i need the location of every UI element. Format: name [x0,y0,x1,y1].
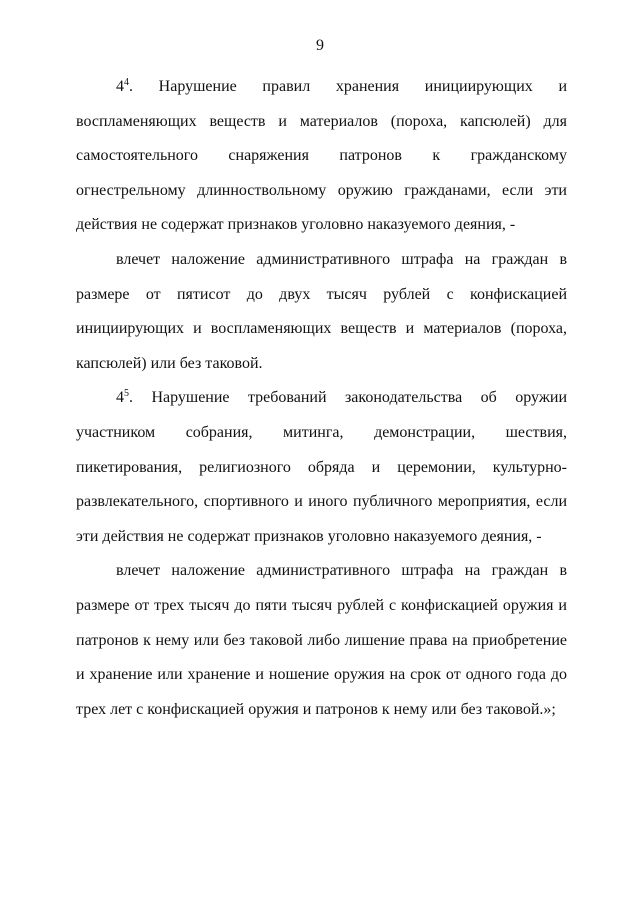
article-text: . Нарушение правил хранения инициирующих и воспламеняющих веществ и материалов (пороха, капсюлей) для самостоятельного снаряжения патронов к гражданскому огнестрельному длинноствольному оружию гражданами, если эти действия не содержат признаков уголовно наказуемого деяния, - [76,78,567,234]
document-body [76,70,567,727]
page-number: 9 [316,37,324,54]
penalty-text: влечет наложение административного штрафа на граждан в размере от пятисот до двух тысяч рублей с конфискацией инициирующих и воспламеняющих веществ и материалов (пороха, капсюлей) или без таковой. [76,250,567,372]
penalty-4-5-paragraph [76,554,567,727]
article-superscript: 4 [124,77,129,88]
penalty-text: влечет наложение административного штрафа на граждан в размере от трех тысяч до пяти тысяч рублей с конфискацией оружия и патронов к нему или без таковой либо лишение права на приобретение и хранение или хранение и ношение оружия на срок от одного года до трех лет с конфискацией оружия и патронов к нему или без таковой.»; [76,562,567,718]
penalty-4-4-paragraph [76,243,567,381]
article-4-4-paragraph [76,70,567,243]
article-superscript: 5 [124,388,129,400]
article-number: 4 [116,78,124,95]
article-text: . Нарушение требований законодательства об оружии участником собрания, митинга, демонстрации, шествия, пикетирования, религиозного обряда и церемонии, культурно-развлекательного, спортивного и иного публичного мероприятия, если эти действия не содержат признаков уголовно наказуемого деяния, - [76,389,567,545]
article-4-5-paragraph [76,381,567,554]
article-number: 4 [116,389,124,407]
